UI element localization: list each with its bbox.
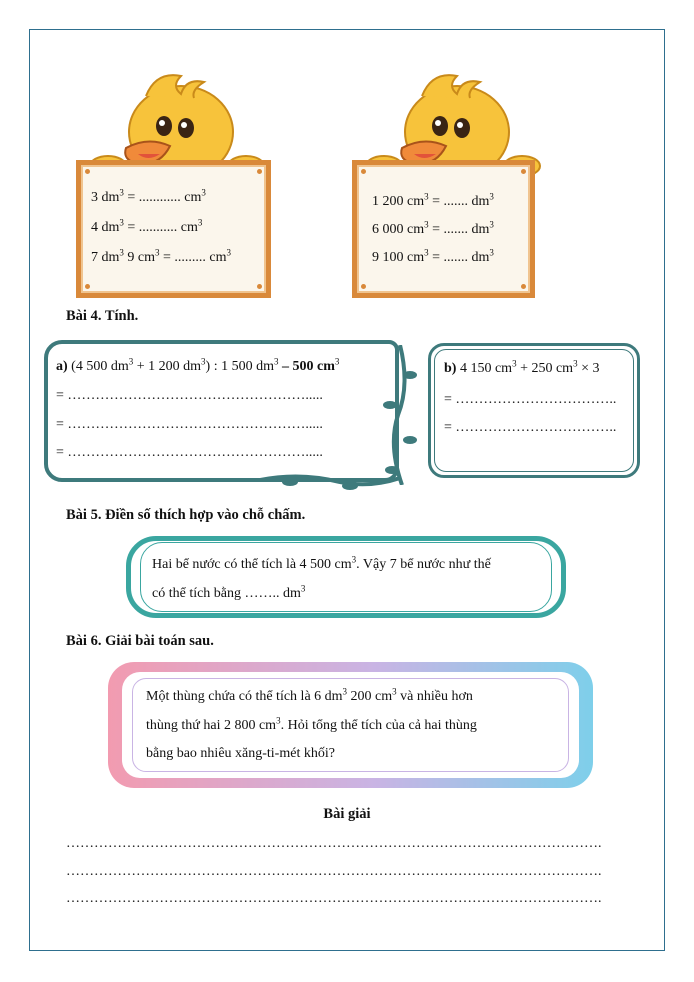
bai4-a-expression: a) (4 500 $dm^3 + 1$ 200 $dm^3$) : 1 500 $dm^3 - 500$ $cm^3$ [56,356,340,374]
bai4-b-answer-line-1[interactable]: = …………………………….. [444,392,617,407]
board-left-line-1: 3 $dm^3$ = ............ $cm^3$ [91,187,206,205]
bai5-text-line-1: Hai bể nước có thể tích là 4 500 $cm^3$. Vậy 7 bể nước như thế [152,554,491,572]
bai6-text-line-3: bằng bao nhiêu xăng-ti-mét khối? [146,746,335,761]
vine-decoration [380,345,420,485]
solution-line-1[interactable]: ……………………………………………………………………………………………………. [66,836,602,851]
board-left-line-3: 7 $dm^3$ 9 $cm^3$ = ......... $cm^3$ [91,247,232,265]
bai4-a-answer-line-3[interactable]: = ……………………………………………..... [56,445,323,460]
bai4-a-answer-line-1[interactable]: = ……………………………………………..... [56,388,323,403]
solution-title: Bài giải [323,806,371,822]
bai4-a-answer-line-2[interactable]: = ……………………………………………..... [56,417,323,432]
board-right-line-3: 9 100 $cm^3$ = ....... $dm^3$ [372,247,494,265]
solution-line-2[interactable]: ……………………………………………………………………………………………………. [66,864,602,879]
solution-line-3[interactable]: ……………………………………………………………………………………………………. [66,891,602,906]
bai5-heading: Bài 5. Điền số thích hợp vào chỗ chấm. [66,507,306,523]
bai6-heading: Bài 6. Giải bài toán sau. [66,633,214,649]
bai6-text-line-1: Một thùng chứa có thể tích là 6 $dm^3$ 200 $cm^3$ và nhiều hơn [146,686,473,704]
bai4-b-expression: b) 4 150 $cm^3 + 250$ $cm^3 \times 3$ [444,358,600,376]
board-left-line-2: 4 $dm^3$ = ........... $cm^3$ [91,217,203,235]
bai6-text-line-2: thùng thứ hai 2 800 $cm^3$. Hỏi tổng thể tích của cả hai thùng [146,715,477,733]
bai4-b-answer-line-2[interactable]: = …………………………….. [444,420,617,435]
board-right-line-1: 1 200 $cm^3$ = ....... $dm^3$ [372,191,494,209]
board-right-line-2: 6 000 $cm^3$ = ....... $dm^3$ [372,219,494,237]
bai5-text-line-2[interactable]: có thể tích bằng …….. $dm^3$ [152,583,306,601]
bai4-heading: Bài 4. Tính. [66,308,139,324]
vine-decoration-bottom [260,468,400,494]
